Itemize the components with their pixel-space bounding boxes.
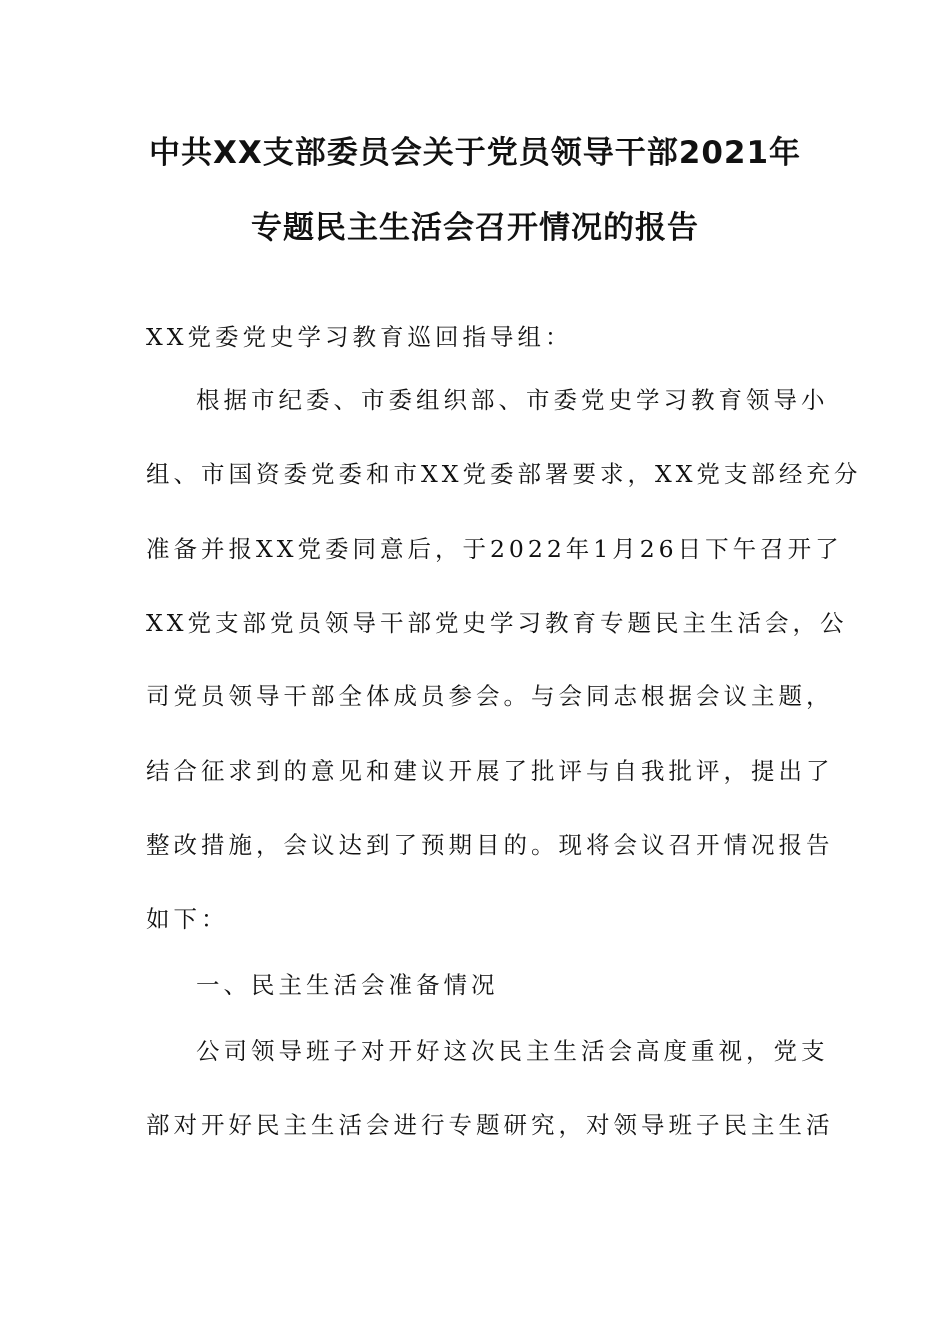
salutation: XX党委党史学习教育巡回指导组： — [146, 323, 573, 351]
body-line-8: 如下： — [146, 905, 229, 933]
body-line-4: XX党支部党员领导干部党史学习教育专题民主生活会，公 — [146, 609, 848, 637]
body-line-1: 根据市纪委、市委组织部、市委党史学习教育领导小 — [196, 386, 829, 414]
section-heading-1: 一、民主生活会准备情况 — [196, 971, 499, 999]
document-title-line-2: 专题民主生活会召开情况的报告 — [251, 210, 699, 246]
body-line-9: 公司领导班子对开好这次民主生活会高度重视，党支 — [196, 1037, 829, 1065]
body-line-3: 准备并报XX党委同意后，于2022年1月26日下午召开了 — [146, 535, 843, 563]
body-line-10: 部对开好民主生活会进行专题研究，对领导班子民主生活 — [146, 1111, 834, 1139]
document-title-line-1: 中共XX支部委员会关于党员领导干部2021年 — [148, 135, 802, 171]
body-line-6: 结合征求到的意见和建议开展了批评与自我批评，提出了 — [146, 757, 834, 785]
body-line-7: 整改措施，会议达到了预期目的。现将会议召开情况报告 — [146, 831, 834, 859]
body-line-5: 司党员领导干部全体成员参会。与会同志根据会议主题， — [146, 682, 834, 710]
body-line-2: 组、市国资委党委和市XX党委部署要求，XX党支部经充分 — [146, 460, 862, 488]
